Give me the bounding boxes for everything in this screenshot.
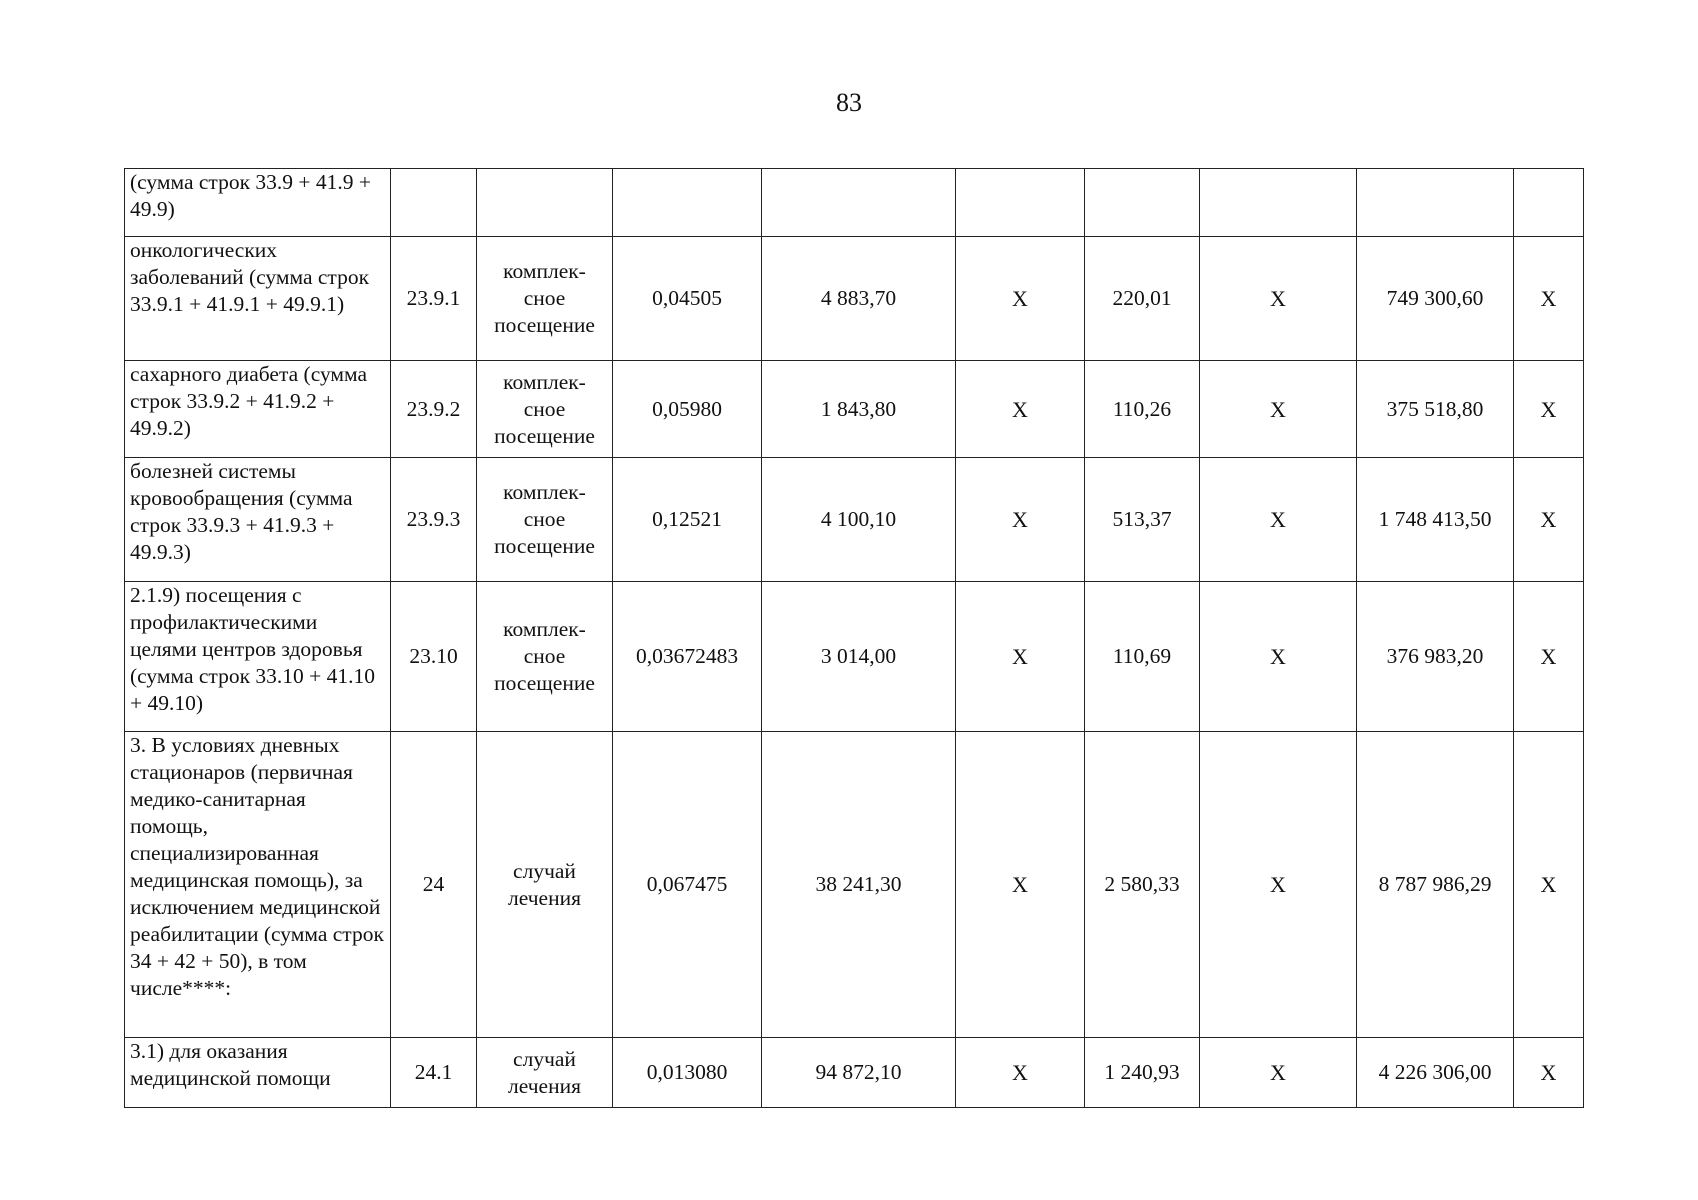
table-row [125,732,1584,1038]
row-norm: 0,04505 [613,237,762,361]
row-name: (сумма строк 33.9 + 41.9 + 49.9) [125,169,391,237]
row-name: 2.1.9) посещения с профилактическими целями центров здоровья (сумма строк 33.10 + 41.10 + 49.10) [125,582,391,732]
table-row [125,458,1584,582]
row-col6: X [956,582,1085,732]
row-col10 [1514,169,1584,237]
row-col10: X [1514,361,1584,458]
row-col6: X [956,732,1085,1038]
row-code: 24 [391,732,477,1038]
row-col7: 1 240,93 [1085,1038,1200,1108]
row-col7: 220,01 [1085,237,1200,361]
row-code: 23.10 [391,582,477,732]
table-row [125,169,1584,237]
row-col9: 376 983,20 [1357,582,1514,732]
row-cost: 38 241,30 [762,732,956,1038]
row-norm: 0,067475 [613,732,762,1038]
row-code: 24.1 [391,1038,477,1108]
row-col7: 110,69 [1085,582,1200,732]
row-col9: 4 226 306,00 [1357,1038,1514,1108]
row-unit: случай лечения [477,1038,613,1108]
row-col10: X [1514,582,1584,732]
row-code: 23.9.2 [391,361,477,458]
row-col6: X [956,361,1085,458]
row-col6: X [956,1038,1085,1108]
row-cost: 4 100,10 [762,458,956,582]
row-unit: случай лечения [477,732,613,1038]
row-name: 3. В условиях дневных стационаров (первичная медико-санитарная помощь, специализированная медицинская помощь), за исключением медицинской реабилитации (сумма строк 34 + 42 + 50), в том числе****: [125,732,391,1038]
table-row [125,237,1584,361]
row-col6 [956,169,1085,237]
row-cost: 3 014,00 [762,582,956,732]
row-unit: комплек-сное посещение [477,361,613,458]
row-code: 23.9.3 [391,458,477,582]
row-col7: 2 580,33 [1085,732,1200,1038]
row-col9: 8 787 986,29 [1357,732,1514,1038]
row-norm: 0,05980 [613,361,762,458]
row-col8: X [1200,458,1357,582]
row-col10: X [1514,1038,1584,1108]
row-col10: X [1514,732,1584,1038]
row-col8: X [1200,582,1357,732]
row-unit: комплек-сное посещение [477,458,613,582]
row-col9: 1 748 413,50 [1357,458,1514,582]
row-col8 [1200,169,1357,237]
row-col9: 375 518,80 [1357,361,1514,458]
row-norm: 0,03672483 [613,582,762,732]
row-cost [762,169,956,237]
row-col10: X [1514,458,1584,582]
row-col7: 110,26 [1085,361,1200,458]
data-table [124,168,1584,1108]
row-name: 3.1) для оказания медицинской помощи [125,1038,391,1108]
row-unit [477,169,613,237]
row-col8: X [1200,1038,1357,1108]
row-norm: 0,12521 [613,458,762,582]
row-col7: 513,37 [1085,458,1200,582]
row-unit: комплек-сное посещение [477,582,613,732]
row-norm [613,169,762,237]
row-col8: X [1200,732,1357,1038]
row-col8: X [1200,237,1357,361]
row-col9: 749 300,60 [1357,237,1514,361]
row-code: 23.9.1 [391,237,477,361]
row-name: болезней системы кровообращения (сумма строк 33.9.3 + 41.9.3 + 49.9.3) [125,458,391,582]
row-cost: 94 872,10 [762,1038,956,1108]
row-col7 [1085,169,1200,237]
row-col6: X [956,458,1085,582]
row-cost: 4 883,70 [762,237,956,361]
row-code [391,169,477,237]
row-col6: X [956,237,1085,361]
row-cost: 1 843,80 [762,361,956,458]
table-row [125,1038,1584,1108]
row-name: сахарного диабета (сумма строк 33.9.2 + 41.9.2 + 49.9.2) [125,361,391,458]
table-row [125,361,1584,458]
page-number: 83 [836,88,862,117]
row-unit: комплек-сное посещение [477,237,613,361]
row-name: онкологических заболеваний (сумма строк 33.9.1 + 41.9.1 + 49.9.1) [125,237,391,361]
row-col10: X [1514,237,1584,361]
row-col9 [1357,169,1514,237]
row-norm: 0,013080 [613,1038,762,1108]
table-row [125,582,1584,732]
row-col8: X [1200,361,1357,458]
